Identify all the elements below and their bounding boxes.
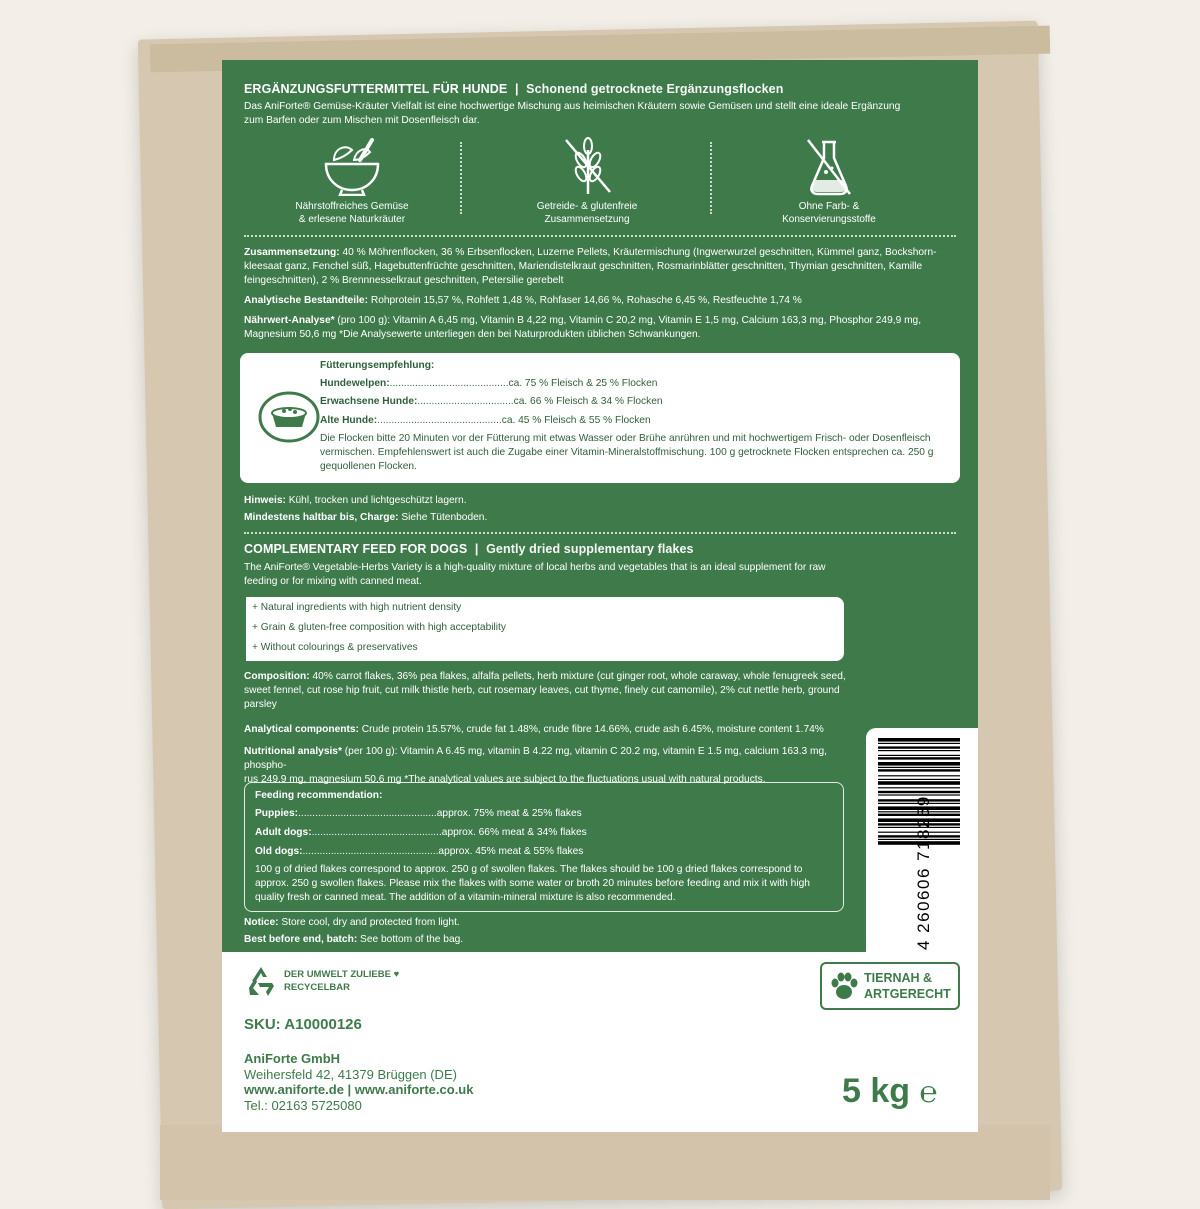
en-intro-line-1: The AniForte® Vegetable-Herbs Variety is a high-quality mixture of local herbs and vegetables that is an ideal supplement for raw bbox=[244, 562, 826, 573]
de-heading bbox=[244, 82, 783, 96]
en-notice-text: Store cool, dry and protected from light. bbox=[278, 917, 460, 928]
icon-label-line: Zusammensetzung bbox=[544, 214, 630, 225]
en-intro bbox=[244, 561, 956, 589]
company-phone: Tel.: 02163 5725080 bbox=[244, 1097, 362, 1113]
de-feeding-box bbox=[240, 353, 960, 483]
de-heading-title: ERGÄNZUNGSFUTTERMITTEL FÜR HUNDE bbox=[244, 82, 508, 96]
benefit-item: + Grain & gluten-free composition with high acceptability bbox=[252, 622, 506, 633]
net-weight bbox=[842, 1072, 938, 1111]
de-feeding-text: vermischen. Empfehlenswert ist auch die Zugabe einer Vitamin-Mineralstoffmischung. 100 g getrocknete Flocken entsprechen ca. 250 g bbox=[320, 447, 934, 458]
de-bbd-label: Mindestens haltbar bis, Charge: bbox=[244, 512, 399, 523]
feeding-row bbox=[320, 377, 657, 391]
de-icon-label-no-preservatives bbox=[749, 200, 909, 226]
en-composition-text: parsley bbox=[244, 699, 277, 710]
feeding-value: ca. 66 % Fleisch & 34 % Flocken bbox=[513, 396, 663, 407]
bag-bottom bbox=[160, 1125, 1050, 1200]
en-notice bbox=[244, 916, 844, 930]
en-benefits-box bbox=[246, 597, 844, 661]
feeding-label: Hundewelpen: bbox=[320, 378, 390, 389]
en-nutrition bbox=[244, 745, 864, 787]
feeding-dots: .................................. bbox=[417, 396, 514, 407]
en-bbd-text: See bottom of the bag. bbox=[357, 934, 464, 945]
feeding-dots: ................................................ bbox=[302, 846, 439, 857]
en-nutrition-text: rus 249.9 mg, magnesium 50.6 mg *The analytical values are subject to the fluctuations usual with natural products. bbox=[244, 774, 766, 785]
benefit-item: + Natural ingredients with high nutrient density bbox=[252, 602, 462, 613]
en-feeding-text: 100 g of dried flakes correspond to approx. 250 g of swollen flakes. The flakes should be 100 g dried flakes correspond to bbox=[255, 864, 803, 875]
en-feeding-title: Feeding recommendation: bbox=[255, 790, 383, 801]
en-notice-label: Notice: bbox=[244, 917, 279, 928]
feeding-value: approx. 75% meat & 25% flakes bbox=[436, 808, 582, 819]
icon-label-line: & erlesene Naturkräuter bbox=[298, 214, 406, 225]
de-composition-text: feingeschnitten), 2 % Brennnesselkraut geschnitten, Petersilie gerebelt bbox=[244, 275, 564, 286]
de-nutrition-text: Magnesium 50,6 mg *Die Analysewerte unterliegen den bei Naturprodukten üblichen Schwankungen. bbox=[244, 329, 701, 340]
en-composition-label: Composition: bbox=[244, 671, 310, 682]
en-intro-line-2: feeding or for mixing with canned meat. bbox=[244, 576, 422, 587]
benefit-item: + Without colourings & preservatives bbox=[252, 642, 418, 653]
divider bbox=[460, 142, 462, 214]
en-heading bbox=[244, 542, 694, 556]
de-feeding-title: Fütterungsempfehlung: bbox=[320, 360, 435, 371]
feeding-row bbox=[255, 826, 587, 840]
divider bbox=[244, 532, 956, 534]
recycle-text bbox=[284, 968, 399, 994]
de-analytic-label: Analytische Bestandteile: bbox=[244, 295, 368, 306]
de-analytic bbox=[244, 294, 956, 308]
de-feeding-text: Die Flocken bitte 20 Minuten vor der Fütterung mit etwas Wasser oder Brühe anrühren und mit hochwertigem Frisch- oder Dosenfleisch bbox=[320, 433, 931, 444]
feeding-value: ca. 45 % Fleisch & 55 % Flocken bbox=[501, 415, 651, 426]
de-feeding-text: gequollenen Flocken. bbox=[320, 461, 417, 472]
feeding-row bbox=[320, 414, 651, 428]
de-composition bbox=[244, 246, 956, 288]
en-feeding-box bbox=[244, 782, 844, 912]
recycle-line: DER UMWELT ZULIEBE ♥ bbox=[284, 969, 400, 980]
en-best-before bbox=[244, 933, 844, 947]
feeding-label: Old dogs: bbox=[255, 846, 303, 857]
feeding-row bbox=[320, 395, 663, 409]
de-heading-subtitle: Schonend getrocknete Ergänzungsflocken bbox=[526, 82, 784, 96]
en-heading-separator: | bbox=[474, 542, 479, 556]
mortar-herbs-icon bbox=[320, 138, 384, 196]
de-heading-separator: | bbox=[514, 82, 519, 96]
de-composition-label: Zusammensetzung: bbox=[244, 247, 340, 258]
feeding-value: ca. 75 % Fleisch & 25 % Flocken bbox=[508, 378, 658, 389]
de-nutrition-text: (pro 100 g): Vitamin A 6,45 mg, Vitamin B 4,22 mg, Vitamin C 20,2 mg, Vitamin E 1,5 mg, Calcium 163,3 mg, Phosphor 249,9 mg, bbox=[334, 315, 922, 326]
en-composition-text: sweet fennel, cut rose hip fruit, cut milk thistle herb, cut rosemary leaves, cut thyme, finely cut camomile), 2% cut nettle herb, ground bbox=[244, 685, 840, 696]
de-analytic-text: Rohprotein 15,57 %, Rohfett 1,48 %, Rohfaser 14,66 %, Rohasche 6,45 %, Restfeuchte 1,74 % bbox=[368, 295, 802, 306]
icon-label-line: Ohne Farb- & bbox=[798, 201, 860, 212]
feeding-value: approx. 66% meat & 34% flakes bbox=[441, 827, 587, 838]
en-bbd-label: Best before end, batch: bbox=[244, 934, 358, 945]
recycle-line: RECYCELBAR bbox=[284, 982, 350, 993]
barcode-panel bbox=[866, 728, 978, 952]
en-analytic bbox=[244, 723, 844, 737]
company-address: Weihersfeld 42, 41379 Brüggen (DE) bbox=[244, 1066, 457, 1082]
de-composition-text: kleesaat ganz, Fenchel süß, Hagebuttenfrüchte geschnitten, Mariendistelkraut geschnitten, Rosmarinblätter geschnitten, Thymian geschnitten, Kamille bbox=[244, 261, 923, 272]
de-intro bbox=[244, 100, 956, 128]
en-heading-title: COMPLEMENTARY FEED FOR DOGS bbox=[244, 542, 468, 556]
badge-text bbox=[864, 970, 951, 1002]
de-icon-label-grain-free bbox=[507, 200, 667, 226]
de-hint bbox=[244, 494, 956, 508]
de-nutrition bbox=[244, 314, 956, 342]
en-feeding-text: quality fresh or canned meat. The addition of a vitamin-mineral mixture is also recommended. bbox=[255, 892, 676, 903]
sku: SKU: A10000126 bbox=[244, 1016, 362, 1033]
dog-bowl-icon bbox=[258, 391, 320, 443]
feeding-value: approx. 45% meat & 55% flakes bbox=[438, 846, 584, 857]
company-name: AniForte GmbH bbox=[244, 1051, 341, 1066]
flask-crossed-icon bbox=[806, 138, 852, 196]
en-heading-subtitle: Gently dried supplementary flakes bbox=[486, 542, 694, 556]
estimated-sign-icon: ℮ bbox=[919, 1076, 938, 1109]
weight-value: 5 kg bbox=[842, 1072, 911, 1110]
icon-label-line: Konservierungsstoffe bbox=[782, 214, 876, 225]
en-feeding-text: approx. 250 g swollen flakes. Please mix the flakes with some water or broth 20 minutes before feeding and mix it with high bbox=[255, 878, 810, 889]
icon-label-line: Getreide- & glutenfreie bbox=[536, 201, 638, 212]
en-nutrition-text: (per 100 g): Vitamin A 6.45 mg, vitamin B 4.22 mg, vitamin C 20.2 mg, vitamin E 1.5 mg, calcium 163.3 mg, phospho- bbox=[244, 746, 828, 771]
feeding-label: Erwachsene Hunde: bbox=[320, 396, 418, 407]
recycle-icon bbox=[244, 964, 278, 998]
en-analytic-label: Analytical components: bbox=[244, 724, 359, 735]
company-web: www.aniforte.de | www.aniforte.co.uk bbox=[244, 1082, 474, 1097]
feeding-label: Alte Hunde: bbox=[320, 415, 378, 426]
badge-line: TIERNAH & bbox=[864, 971, 933, 985]
feeding-label: Adult dogs: bbox=[255, 827, 312, 838]
grain-crossed-icon bbox=[562, 136, 614, 196]
divider bbox=[710, 142, 712, 214]
de-icon-label-vegetables bbox=[272, 200, 432, 226]
de-hint-text: Kühl, trocken und lichtgeschützt lagern. bbox=[285, 495, 467, 506]
en-composition-text: 40% carrot flakes, 36% pea flakes, alfalfa pellets, herb mixture (cut ginger root, whole caraway, whole fenugreek seed, bbox=[309, 671, 846, 682]
de-composition-text: 40 % Möhrenflocken, 36 % Erbsenflocken, Luzerne Pellets, Kräutermischung (Ingwerwurzel geschnitten, Kümmel ganz, Bockshorn- bbox=[339, 247, 937, 258]
badge-line: ARTGERECHT bbox=[864, 987, 951, 1001]
product-label bbox=[222, 60, 978, 1132]
company-info bbox=[244, 1051, 473, 1113]
tiernah-badge bbox=[820, 962, 960, 1010]
en-analytic-text: Crude protein 15.57%, crude fat 1.48%, crude fibre 14.66%, crude ash 6.45%, moisture content 1.74% bbox=[358, 724, 824, 735]
de-bbd-text: Siehe Tütenboden. bbox=[398, 512, 488, 523]
feeding-row bbox=[255, 807, 582, 821]
divider bbox=[244, 235, 956, 237]
de-intro-line-1: Das AniForte® Gemüse-Kräuter Vielfalt ist eine hochwertige Mischung aus heimischen Kräutern sowie Gemüsen und stellt eine ideale Ergänzung bbox=[244, 101, 901, 112]
de-nutrition-label: Nährwert-Analyse* bbox=[244, 315, 335, 326]
feeding-dots: .............................................. bbox=[311, 827, 442, 838]
footer bbox=[222, 952, 978, 1132]
en-composition bbox=[244, 670, 956, 712]
feeding-dots: ................................................. bbox=[298, 808, 437, 819]
barcode-number: 4 260606 718259 bbox=[914, 795, 933, 950]
en-nutrition-label: Nutritional analysis* bbox=[244, 746, 342, 757]
feeding-row bbox=[255, 845, 583, 859]
feeding-dots: ............................................ bbox=[377, 415, 502, 426]
de-intro-line-2: zum Barfen oder zum Mischen mit Dosenfleisch dar. bbox=[244, 115, 480, 126]
paw-icon bbox=[828, 970, 860, 1002]
de-hint-label: Hinweis: bbox=[244, 495, 286, 506]
feeding-dots: .......................................... bbox=[389, 378, 509, 389]
de-best-before bbox=[244, 511, 956, 525]
feeding-label: Puppies: bbox=[255, 808, 299, 819]
icon-label-line: Nährstoffreiches Gemüse bbox=[295, 201, 409, 212]
